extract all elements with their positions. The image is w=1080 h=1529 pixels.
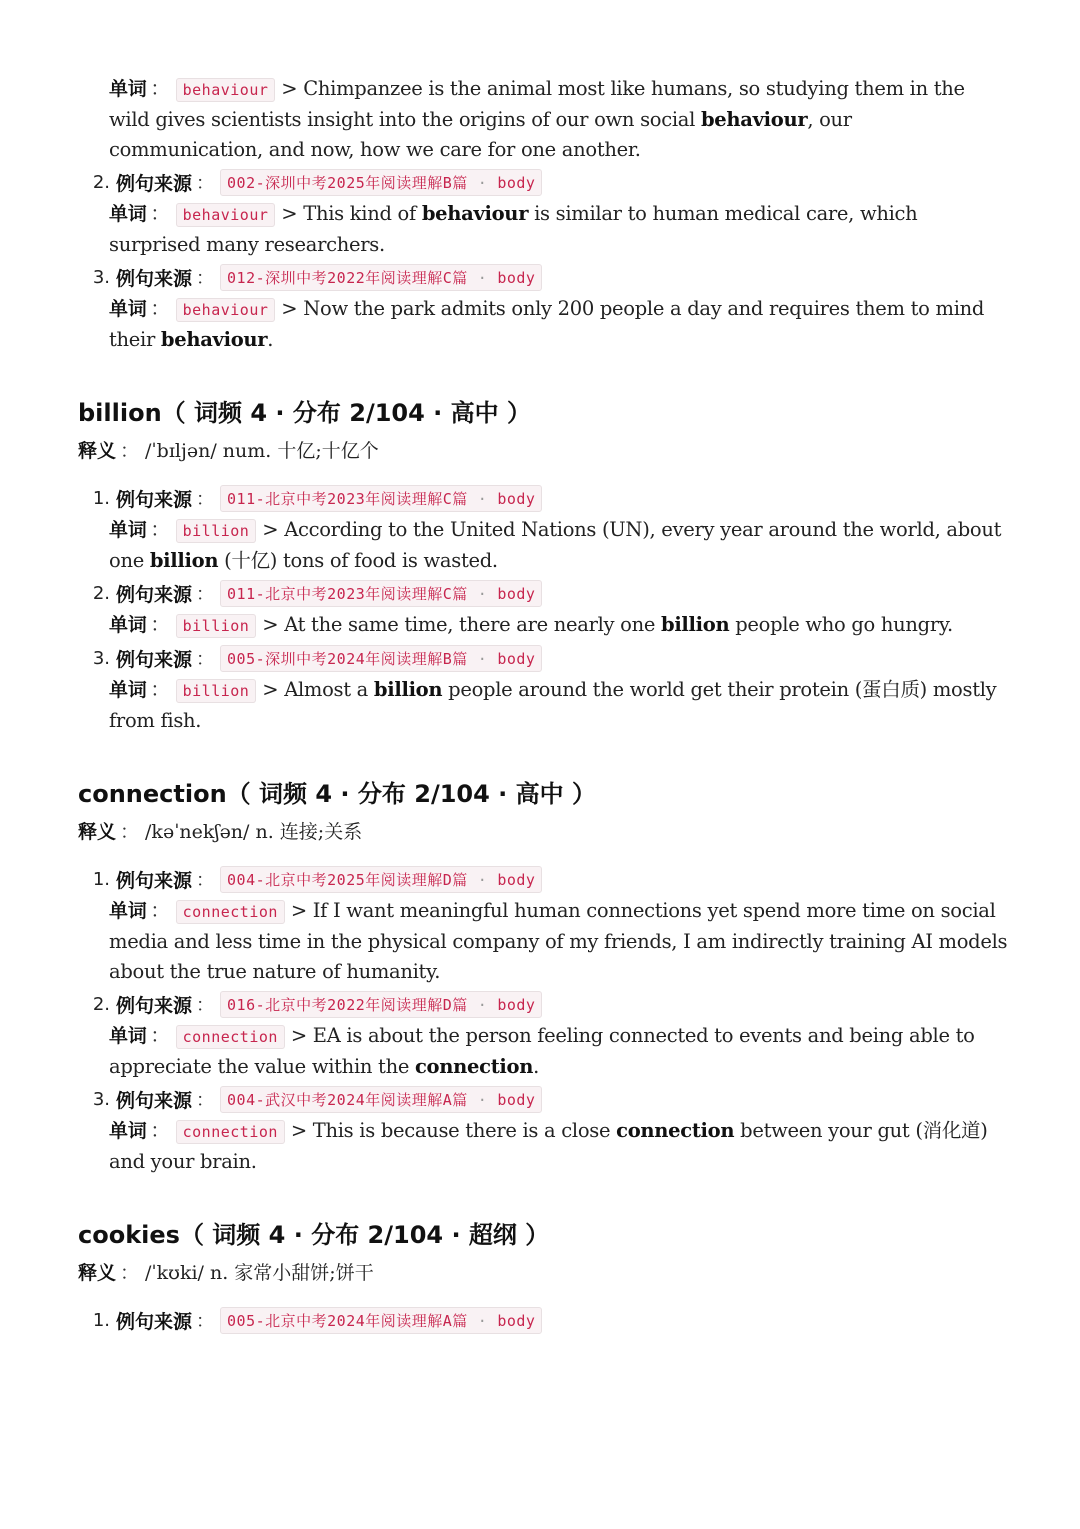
word-entry	[78, 393, 1008, 736]
source-tag: 002-深圳中考2025年阅读理解B篇 · body	[220, 169, 542, 196]
example-item	[78, 1082, 1008, 1177]
definition-text: /ˈkʊki/ n. 家常小甜饼;饼干	[145, 1262, 374, 1284]
word-code: billion	[176, 679, 257, 703]
definition-text: /ˈbɪljən/ num. 十亿;十亿个	[145, 440, 379, 462]
word-line: 单词 ： connection > EA is about the person feeling connected to events and being able to appreciate the value within the connection.	[109, 1024, 975, 1078]
word-code: connection	[176, 1025, 285, 1049]
word-label: 单词	[109, 78, 147, 100]
example-item	[78, 165, 1008, 260]
example-number: 2.	[92, 993, 110, 1015]
source-label: 例句来源	[116, 1089, 193, 1112]
word-label: 单词	[109, 1120, 147, 1142]
word-line: 单词 ： billion > At the same time, there are nearly one billion people who go hungry.	[109, 613, 953, 636]
example-source: 1. 例句来源 ： 004-北京中考2025年阅读理解D篇 · body	[88, 862, 1008, 896]
word-line: 单词 ： billion > According to the United Nations (UN), every year around the world, about one billion (十亿) tons of food is wasted.	[109, 518, 1002, 572]
definition-label: 释义	[78, 821, 117, 843]
example-number: 3.	[92, 647, 110, 669]
word-label: 单词	[109, 203, 147, 225]
word-line: 单词 ： billion > Almost a billion people around the world get their protein (蛋白质) mostly from fish.	[109, 678, 997, 732]
word-label: 单词	[109, 519, 147, 541]
word-line: 单词 ： behaviour > Now the park admits only 200 people a day and requires them to mind their behaviour.	[109, 297, 985, 351]
example-item	[78, 987, 1008, 1082]
entry-heading: connection（ 词频 4 · 分布 2/104 · 高中 ）	[78, 780, 597, 808]
entry-definition: 释义 ： /ˈkʊki/ n. 家常小甜饼;饼干	[78, 1262, 374, 1284]
example-number: 2.	[92, 582, 110, 604]
example-source: 2. 例句来源 ： 016-北京中考2022年阅读理解D篇 · body	[88, 987, 1008, 1021]
entry-heading: billion（ 词频 4 · 分布 2/104 · 高中 ）	[78, 399, 531, 427]
example-source: 2. 例句来源 ： 002-深圳中考2025年阅读理解B篇 · body	[88, 165, 1008, 199]
source-label: 例句来源	[116, 488, 193, 511]
entry-heading: cookies（ 词频 4 · 分布 2/104 · 超纲 ）	[78, 1221, 550, 1249]
example-number: 1.	[92, 487, 110, 509]
word-code: billion	[176, 519, 257, 543]
source-label: 例句来源	[116, 172, 193, 195]
example-item	[78, 260, 1008, 355]
source-tag: 016-北京中考2022年阅读理解D篇 · body	[220, 991, 542, 1018]
word-label: 单词	[109, 900, 147, 922]
entry-definition: 释义 ： /ˈbɪljən/ num. 十亿;十亿个	[78, 440, 379, 462]
entry-definition: 释义 ： /kəˈnekʃən/ n. 连接;关系	[78, 821, 363, 843]
source-tag: 011-北京中考2023年阅读理解C篇 · body	[220, 580, 542, 607]
example-item	[78, 862, 1008, 987]
example-number: 3.	[92, 1088, 110, 1110]
word-entry	[78, 774, 1008, 1177]
source-label: 例句来源	[116, 1310, 193, 1333]
example-item	[78, 641, 1008, 736]
word-code: connection	[176, 1120, 285, 1144]
example-number: 1.	[92, 1309, 110, 1331]
word-code: behaviour	[176, 298, 276, 322]
example-number: 3.	[92, 266, 110, 288]
source-label: 例句来源	[116, 648, 193, 671]
word-line: 单词 ： connection > This is because there is a close connection between your gut (消化道) and your brain.	[109, 1119, 988, 1173]
source-tag: 004-北京中考2025年阅读理解D篇 · body	[220, 866, 542, 893]
word-code: behaviour	[176, 203, 276, 227]
example-source: 2. 例句来源 ： 011-北京中考2023年阅读理解C篇 · body	[88, 576, 1008, 610]
example-source: 1. 例句来源 ： 005-北京中考2024年阅读理解A篇 · body	[88, 1303, 1008, 1337]
example-item	[78, 1303, 1008, 1337]
source-label: 例句来源	[116, 994, 193, 1017]
word-code: billion	[176, 614, 257, 638]
example-source: 3. 例句来源 ： 004-武汉中考2024年阅读理解A篇 · body	[88, 1082, 1008, 1116]
top-continuation	[78, 74, 1008, 355]
source-tag: 012-深圳中考2022年阅读理解C篇 · body	[220, 264, 542, 291]
word-line: 单词 ： behaviour > Chimpanzee is the animal most like humans, so studying them in the wild gives scientists insight into the origins of our own social behaviour, our communication, and now, how we care for one another.	[109, 77, 965, 161]
source-tag: 011-北京中考2023年阅读理解C篇 · body	[220, 485, 542, 512]
example-source: 1. 例句来源 ： 011-北京中考2023年阅读理解C篇 · body	[88, 481, 1008, 515]
word-label: 单词	[109, 679, 147, 701]
word-label: 单词	[109, 1025, 147, 1047]
document-body	[78, 74, 1008, 1337]
word-label: 单词	[109, 614, 147, 636]
definition-label: 释义	[78, 1262, 117, 1284]
word-code: behaviour	[176, 78, 276, 102]
example-source: 3. 例句来源 ： 005-深圳中考2024年阅读理解B篇 · body	[88, 641, 1008, 675]
word-label: 单词	[109, 298, 147, 320]
source-label: 例句来源	[116, 869, 193, 892]
word-code: connection	[176, 900, 285, 924]
source-label: 例句来源	[116, 267, 193, 290]
source-tag: 004-武汉中考2024年阅读理解A篇 · body	[220, 1086, 542, 1113]
example-number: 1.	[92, 868, 110, 890]
source-label: 例句来源	[116, 583, 193, 606]
source-tag: 005-北京中考2024年阅读理解A篇 · body	[220, 1307, 542, 1334]
example-item	[78, 576, 1008, 641]
source-tag: 005-深圳中考2024年阅读理解B篇 · body	[220, 645, 542, 672]
word-line: 单词 ： behaviour > This kind of behaviour is similar to human medical care, which surprised many researchers.	[109, 202, 918, 256]
example-number: 2.	[92, 171, 110, 193]
word-line: 单词 ： connection > If I want meaningful human connections yet spend more time on social media and less time in the physical company of my friends, I am indirectly training AI models about the true nature of humanity.	[109, 899, 1008, 983]
definition-text: /kəˈnekʃən/ n. 连接;关系	[145, 821, 363, 843]
example-source: 3. 例句来源 ： 012-深圳中考2022年阅读理解C篇 · body	[88, 260, 1008, 294]
word-entry	[78, 1215, 1008, 1337]
example-item	[78, 481, 1008, 576]
definition-label: 释义	[78, 440, 117, 462]
